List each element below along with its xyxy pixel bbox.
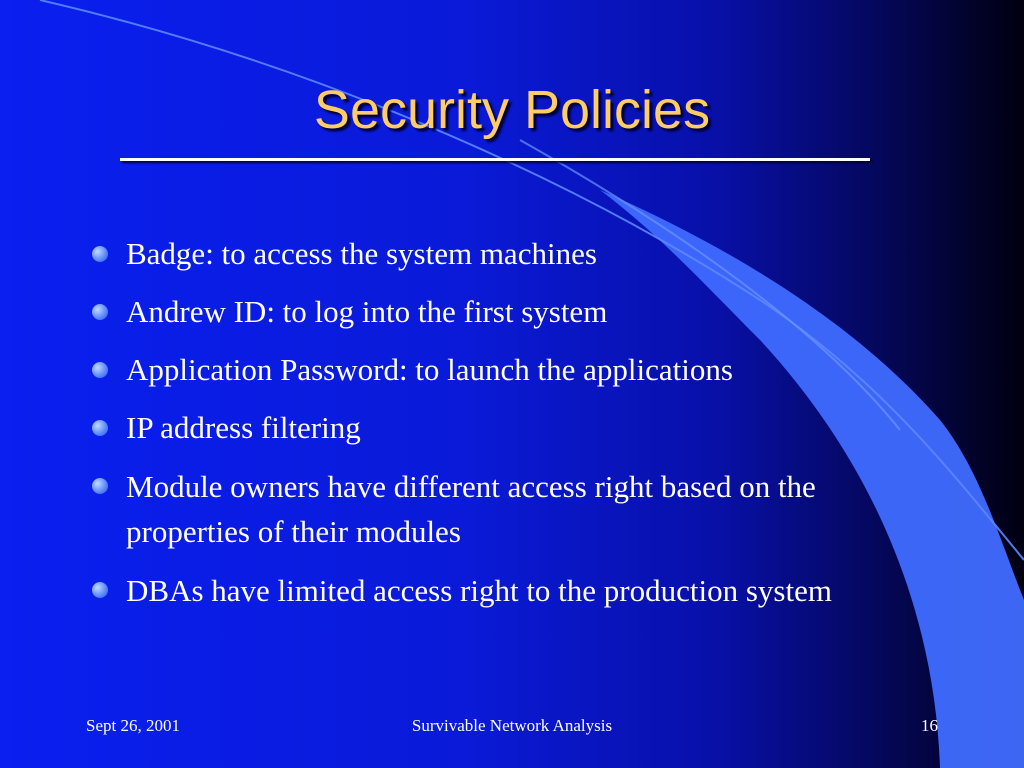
bullet-text: Andrew ID: to log into the first system [126, 294, 608, 329]
bullet-dot-icon [92, 582, 108, 598]
bullet-text: Badge: to access the system machines [126, 236, 597, 271]
bullet-item [92, 464, 922, 554]
bullet-list [92, 232, 922, 627]
bullet-dot-icon [92, 478, 108, 494]
footer-page-number: 16 [921, 716, 938, 735]
bullet-dot-icon [92, 420, 108, 436]
bullet-text: Module owners have different access right based on the properties of their modules [126, 469, 816, 549]
slide-title: Security Policies [313, 80, 711, 140]
bullet-item [92, 290, 922, 334]
bullet-dot-icon [92, 246, 108, 262]
bullet-item [92, 406, 922, 450]
bullet-text: Application Password: to launch the applications [126, 352, 733, 387]
footer-date: Sept 26, 2001 [86, 716, 180, 735]
bullet-dot-icon [92, 362, 108, 378]
bullet-item [92, 568, 922, 613]
bullet-text: DBAs have limited access right to the production system [126, 573, 832, 608]
bullet-text: IP address filtering [126, 410, 361, 445]
bullet-item [92, 232, 922, 276]
footer-course: Survivable Network Analysis [411, 716, 613, 735]
bullet-dot-icon [92, 304, 108, 320]
bullet-item [92, 348, 922, 392]
title-underline [120, 158, 870, 161]
